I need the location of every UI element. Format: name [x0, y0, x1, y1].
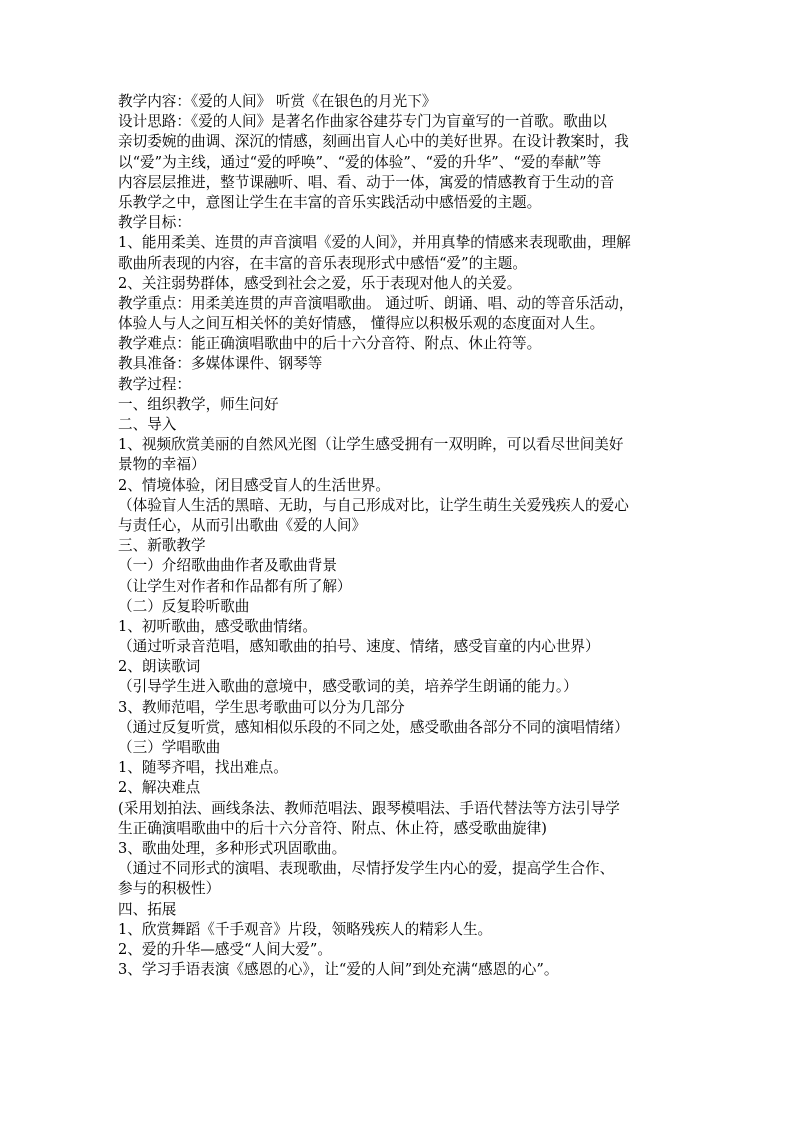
text-line: 1、随琴齐唱，找出难点。: [118, 759, 288, 777]
text-line: （通过不同形式的演唱、表现歌曲，尽情抒发学生内心的爱，提高学生合作、: [118, 860, 615, 878]
text-line: 内容层层推进，整节课融听、唱、看、动于一体，寓爱的情感教育于生动的音: [118, 173, 615, 191]
text-line: 1、视频欣赏美丽的自然风光图（让学生感受拥有一双明眸，可以看尽世间美好: [118, 436, 624, 454]
text-line: （通过听录音范唱，感知歌曲的拍号、速度、情绪，感受盲童的内心世界）: [118, 638, 600, 656]
text-line: 2、朗读歌词: [118, 658, 201, 676]
text-line: 2、解决难点: [118, 779, 201, 797]
text-line: 1、能用柔美、连贯的声音演唱《爱的人间》，并用真挚的情感来表现歌曲，理解: [118, 234, 631, 252]
document-page: [118, 92, 684, 980]
text-line: 生正确演唱歌曲中的后十六分音符、附点、休止符，感受歌曲旋律): [118, 819, 547, 837]
text-line: 二、导入: [118, 416, 177, 433]
text-line: 2、情境体验，闭目感受盲人的生活世界。: [118, 476, 390, 494]
text-line: 亲切委婉的曲调、深沉的情感，刻画出盲人心中的美好世界。在设计教案时，我: [118, 133, 629, 151]
text-line: 一、组织教学，师生问好: [118, 395, 279, 413]
text-line: （通过反复听赏，感知相似乐段的不同之处，感受歌曲各部分不同的演唱情绪）: [118, 718, 629, 736]
text-line: 3、学习手语表演《感恩的心》，让“爱的人间”到处充满“感恩的心”。: [118, 961, 559, 979]
text-line: 三、新歌教学: [118, 537, 206, 555]
text-line: 教学重点：用柔美连贯的声音演唱歌曲。 通过听、朗诵、唱、动的等音乐活动，: [118, 294, 634, 312]
text-line: （三）学唱歌曲: [118, 739, 221, 756]
text-line: （一）介绍歌曲曲作者及歌曲背景: [118, 557, 337, 575]
text-line: 设计思路：《爱的人间》是著名作曲家谷建芬专门为盲童写的一首歌。歌曲以: [118, 113, 607, 131]
text-line: 四、拓展: [118, 900, 177, 918]
text-line: 与责任心，从而引出歌曲《爱的人间》: [118, 516, 367, 534]
text-line: 乐教学之中，意图让学生在丰富的音乐实践活动中感悟爱的主题。: [118, 193, 542, 211]
text-line: 参与的积极性）: [118, 880, 221, 898]
text-line: 景物的幸福）: [118, 456, 206, 474]
text-line: 2、关注弱势群体，感受到社会之爱，乐于表现对他人的关爱。: [118, 274, 522, 292]
text-line: （让学生对作者和作品都有所了解）: [118, 577, 352, 595]
text-line: 教学过程：: [118, 375, 191, 393]
text-line: （体验盲人生活的黑暗、无助，与自己形成对比，让学生萌生关爱残疾人的爱心: [118, 496, 629, 514]
text-line: 教学目标：: [118, 214, 191, 232]
text-line: 歌曲所表现的内容，在丰富的音乐表现形式中感悟“爱”的主题。: [118, 254, 527, 272]
text-line: 教学内容：《爱的人间》 听赏《在银色的月光下》: [118, 93, 437, 110]
text-line: 1、欣赏舞蹈《千手观音》片段，领略残疾人的精彩人生。: [118, 920, 493, 938]
text-line: 1、初听歌曲，感受歌曲情绪。: [118, 617, 318, 635]
text-line: 教学难点：能正确演唱歌曲中的后十六分音符、附点、休止符等。: [118, 335, 542, 353]
text-line: （引导学生进入歌曲的意境中，感受歌词的美，培养学生朗诵的能力。）: [118, 678, 578, 696]
text-line: 以“爱”为主线，通过“爱的呼唤”、“爱的体验”、“爱的升华”、“爱的奉献”等: [118, 153, 602, 171]
text-line: (采用划拍法、画线条法、教师范唱法、跟琴模唱法、手语代替法等方法引导学: [118, 799, 620, 817]
text-line: 体验人与人之间互相关怀的美好情感， 懂得应以积极乐观的态度面对人生。: [118, 315, 605, 333]
text-line: 3、教师范唱，学生思考歌曲可以分为几部分: [118, 698, 405, 716]
text-line: 教具准备：多媒体课件、钢琴等: [118, 355, 323, 373]
text-line: （二）反复聆听歌曲: [118, 597, 250, 615]
text-line: 2、爱的升华—感受“人间大爱”。: [118, 940, 332, 958]
text-line: 3、歌曲处理，多种形式巩固歌曲。: [118, 839, 347, 857]
